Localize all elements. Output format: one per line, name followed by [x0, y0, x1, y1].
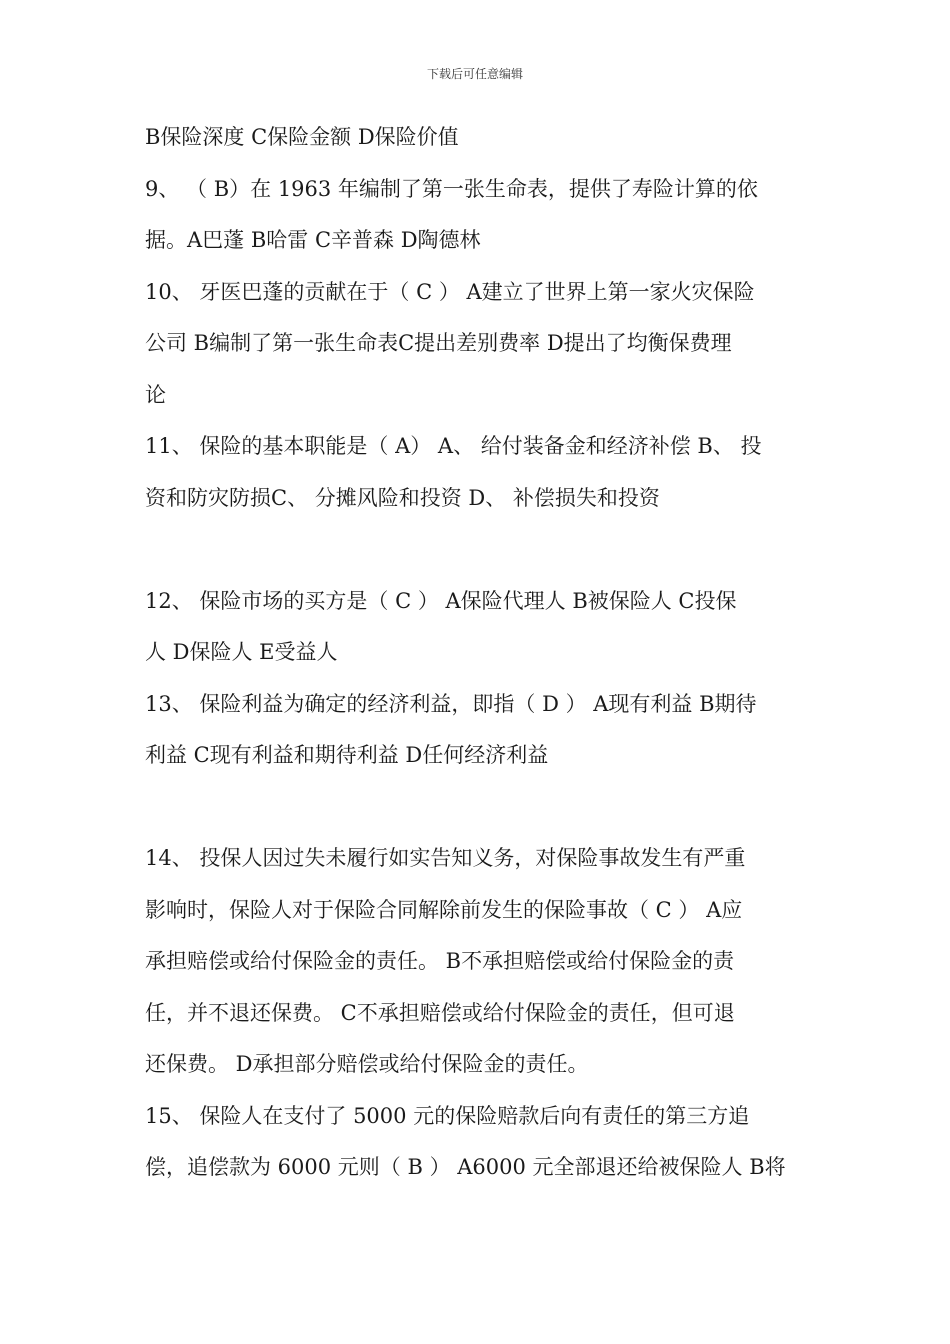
- text-line: 15、 保险人在支付了 5000 元的保险赔款后向有责任的第三方追: [145, 1103, 750, 1128]
- text-line: 资和防灾防损C、 分摊风险和投资 D、 补偿损失和投资: [145, 485, 660, 510]
- text-line: 人 D保险人 E受益人: [145, 640, 338, 664]
- text-line: 14、 投保人因过失未履行如实告知义务，对保险事故发生有严重: [145, 846, 746, 870]
- text-line: 论: [145, 382, 166, 407]
- text-line: 13、 保险利益为确定的经济利益，即指（ D ） A现有利益 B期待: [145, 691, 757, 716]
- page-header: 下载后可任意编辑: [426, 67, 523, 81]
- text-line: 任，并不退还保费。 C不承担赔偿或给付保险金的责任，但可退: [145, 1000, 735, 1025]
- blank-line: [145, 524, 810, 576]
- text-line: 公司 B编制了第一张生命表C提出差别费率 D提出了均衡保费理: [145, 331, 732, 355]
- text-line: 影响时，保险人对于保险合同解除前发生的保险事故（ C ） A应: [145, 897, 743, 922]
- text-line: 承担赔偿或给付保险金的责任。 B不承担赔偿或给付保险金的责: [145, 949, 735, 973]
- text-line: 9、 （ B）在 1963 年编制了第一张生命表，提供了寿险计算的依: [145, 176, 758, 201]
- text-line: 偿，追偿款为 6000 元则（ B ） A6000 元全部退还给被保险人 B将: [145, 1155, 786, 1179]
- document-body: [145, 112, 810, 1194]
- blank-line: [145, 782, 810, 834]
- text-line: 12、 保险市场的买方是（ C ） A保险代理人 B被保险人 C投保: [145, 588, 737, 613]
- text-line: 10、 牙医巴蓬的贡献在于（ C ） A建立了世界上第一家火灾保险: [145, 279, 755, 304]
- text-line: B保险深度 C保险金额 D保险价值: [145, 125, 459, 149]
- text-line: 还保费。 D承担部分赔偿或给付保险金的责任。: [145, 1052, 589, 1076]
- text-line: 利益 C现有利益和期待利益 D任何经济利益: [145, 743, 549, 767]
- text-line: 11、 保险的基本职能是（ A） A、 给付装备金和经济补偿 B、 投: [145, 434, 762, 458]
- text-line: 据。A巴蓬 B哈雷 C辛普森 D陶德林: [145, 228, 481, 252]
